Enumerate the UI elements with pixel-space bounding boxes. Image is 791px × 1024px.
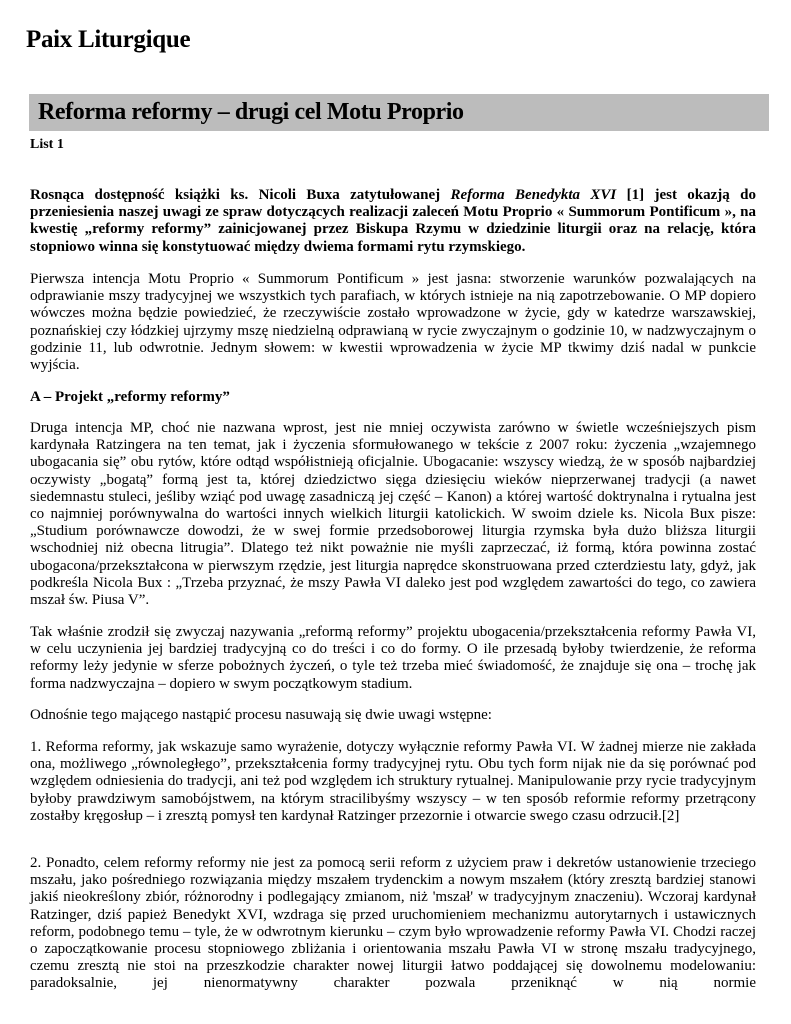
book-title: Reforma Benedykta XVI <box>450 187 617 203</box>
paragraph-text: Druga intencja MP, choć nie nazwana wprost, jest nie mniej oczywista zarówno w świetle wcześniejszych pism kardynała Ratzingera na ten temat, jak i życzenia sformułowanego w tekście z 2007 roku: życzenia „wzajemnego ubogacania się” obu rytów, które odtąd współistnieją oficjalnie. Ubogacanie: wszyscy wiedzą, że w sposób najbardziej oczywisty „bogatą” formą jest ta, której dziedzictwo sięga dziesięciu wieków nieprzerwanej tradycji (a nawet siedemnastu stuleci, jeśliby wziąć pod uwagę zasadniczą jej część – Kanon) a której wartość doktrynalna i rytualna jest co najmniej porównywalna do wartości innych wielkich liturgii katolickich. W swoim dziele ks. Nicola Bux pisze: „Studium porównawcze dowodzi, że w swej formie przedsoborowej liturgia rzymska była dużo bliższa liturgii wschodniej niż obecna litrugia”. Dlatego też nikt poważnie nie myśli zaprzeczać, iż formą, która powinna zostać ubogacona/przekształcona w pierwszym rzędzie, jest liturgia naprędce skonstruowana przed czterdziestu laty, gdyż, jak podkreśla Nicola Bux : „Trzeba przyznać, że mszy Pawła VI daleko jest pod względem zawartości do tego, co zawiera mszał św. Piusa V”. <box>30 420 756 609</box>
section-heading: A – Projekt „reformy reformy” <box>30 389 230 405</box>
article-title: Reforma reformy – drugi cel Motu Proprio <box>38 99 464 125</box>
paragraph-1 <box>30 271 756 374</box>
paragraph-3 <box>30 624 756 693</box>
article-subtitle: List 1 <box>30 137 64 152</box>
paragraph-text: Odnośnie tego mającego nastąpić procesu nasuwają się dwie uwagi wstępne: <box>30 707 492 723</box>
paragraph-6-numbered-remark-2 <box>30 855 756 993</box>
paragraph-5-numbered-remark-1 <box>30 739 756 825</box>
paragraph-text: Tak właśnie zrodził się zwyczaj nazywania „reformą reformy” projektu ubogacenia/przekształcenia reformy Pawła VI, w celu uczynienia jej bardziej tradycyjną co do treści i co do formy. O ile przesadą byłoby twierdzenie, że reforma reformy leży jedynie w sferze pobożnych życzeń, o tyle też trzeba mieć świadomość, że znajduje się ona – trochę jak forma nadzwyczajna – dopiero w swym początkowym stadium. <box>30 624 756 692</box>
lead-text <box>30 187 756 256</box>
paragraph-text: Pierwsza intencja Motu Proprio « Summorum Pontificum » jest jasna: stworzenie warunków pozwalających na odprawianie mszy tradycyjnej we wszystkich tych parafiach, w których istnieje na nią zapotrzebowanie. O MP dopiero wówczes można będzie powiedzieć, że rzeczywiście zostało wprowadzone w życie, gdy w katedrze warszawskiej, poznańskiej czy łódzkiej ujrzymy mszę niedzielną odprawianą w rycie zwyczajnym o godzinie 10, w nadzwyczajnym o godzinie 11, lub odwrotnie. Jednym słowem: w kwestii wprowadzenia w życie MP tkwimy dziś nadal w punkcie wyjścia. <box>30 271 756 374</box>
lead-text-start: Rosnąca dostępność książki ks. Nicoli Buxa zatytułowanej <box>30 187 451 203</box>
paragraph-text: 1. Reforma reformy, jak wskazuje samo wyrażenie, dotyczy wyłącznie reformy Pawła VI. W żadnej mierze nie zakłada ona, możliwego „równoległego”, przekształcenia formy tradycyjnej rytu. Obu tych form nijak nie da się porównać pod względem odniesienia do tradycji, ani też pod względem ich struktury rytualnej. Manipulowanie przy rycie tradycyjnym byłoby prawdziwym samobójstwem, na którym stracilibyśmy wszyscy – w ten sposób reformie reformy przetrącony zostałby kręgosłup – i zresztą pomysł ten kardynał Ratzinger przezornie i otwarcie swego czasu odrzucił.[2] <box>30 739 756 824</box>
site-title: Paix Liturgique <box>26 26 191 53</box>
paragraph-4 <box>30 707 756 724</box>
article-title-bar <box>29 94 769 131</box>
paragraph-text: 2. Ponadto, celem reformy reformy nie jest za pomocą serii reform z użyciem praw i dekretów ustanowienie trzeciego mszału, jako pośredniego rozwiązania między mszałem trydenckim a nowym mszałem (który zresztą bardziej stanowi jakiś nieokreślony zbiór, różnorodny i podlegający zmianom, niż 'mszał' w tradycyjnym znaczeniu). Wczoraj kardynał Ratzinger, dziś papież Benedykt XVI, wzdraga się przed uruchomieniem mechanizmu autorytarnych i ustawicznych reform, podobnego temu – tyle, że w odwrotnym kierunku – czym było wprowadzenie reformy Pawła VI. Chodzi raczej o zapoczątkowanie procesu stopniowego zbliżania i orientowania mszału Pawła VI w stronę mszału tradycyjnego, czemu zresztą nie stoi na przeszkodzie charakter nowej liturgii łatwo poddającej się dowolnemu modelowaniu: paradoksalnie, jej nienormatywny charakter pozwala przeniknąć w nią normie <box>30 855 756 992</box>
lead-paragraph <box>30 187 756 256</box>
lead-text-end: [1] jest okazją do przeniesienia naszej uwagi ze spraw dotyczących realizacji zaleceń Motu Proprio « Summorum Pontificum », na kwestię „reformy reformy” zainicjowanej przez Biskupa Rzymu w dziedzinie liturgii oraz na relację, która stopniowo winna się konstytuować między dwiema formami rytu rzymskiego. <box>30 187 756 255</box>
paragraph-2 <box>30 420 756 609</box>
